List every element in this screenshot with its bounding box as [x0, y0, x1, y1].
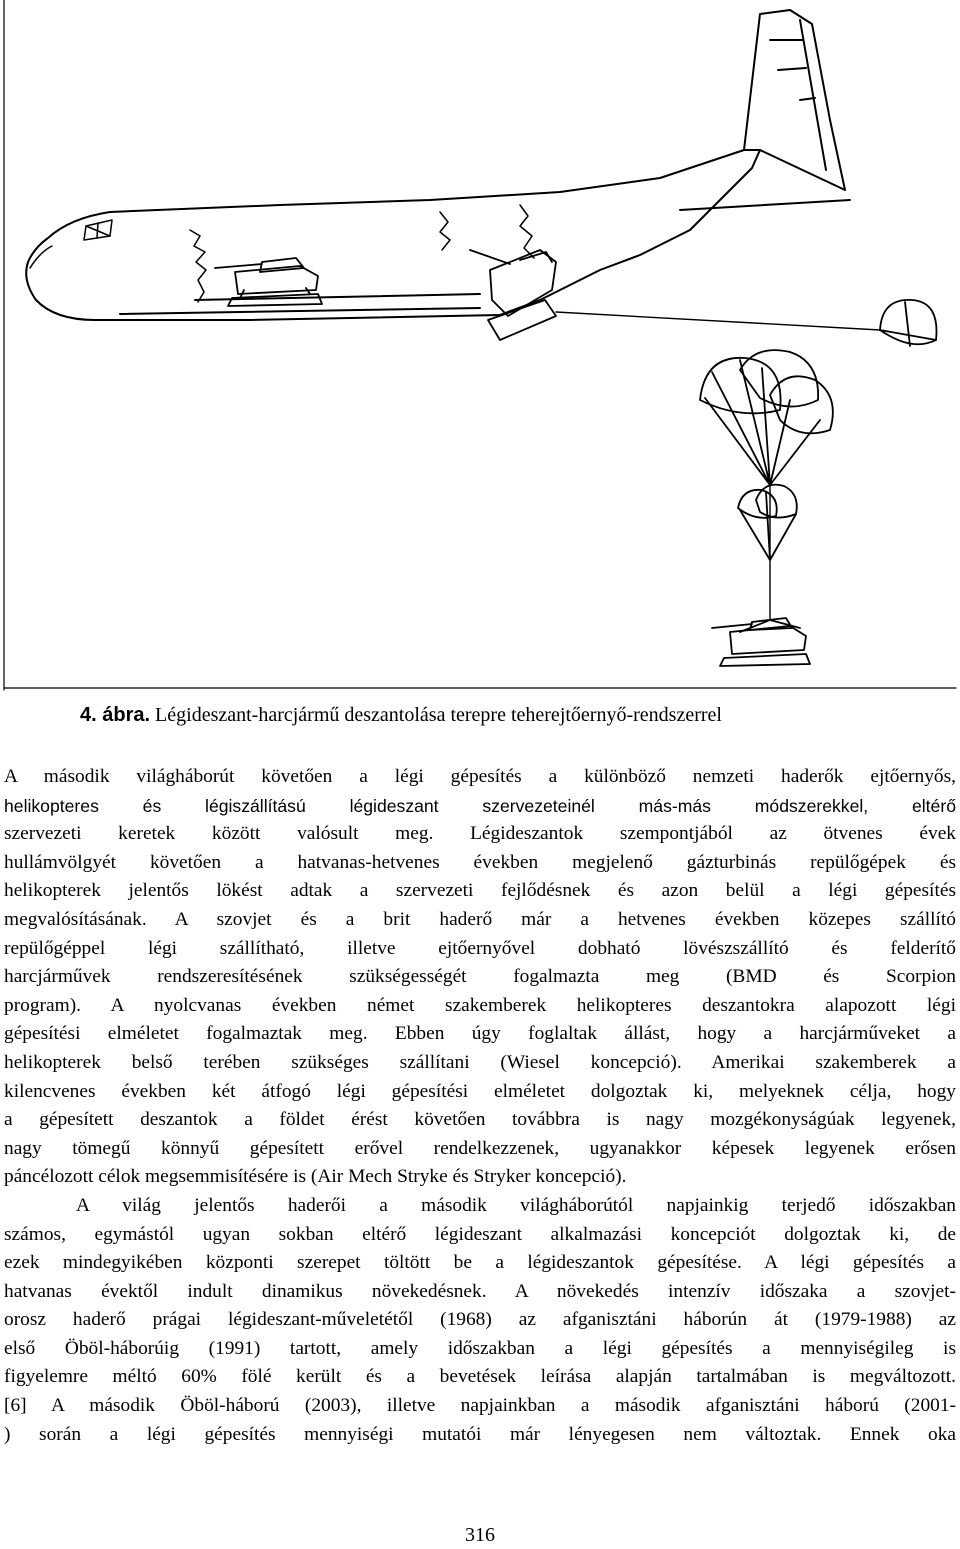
text-line: nagy tömegű könnyű gépesített erővel rendelkezzenek, ugyanakkor képesek legyenek erősen	[4, 1137, 956, 1159]
text-line: gépesítési elméletet fogalmaztak meg. Ebben úgy foglaltak állást, hogy a harcjárműveket a	[4, 1023, 956, 1045]
descending-tank	[712, 618, 810, 666]
aircraft-tail	[680, 10, 850, 210]
cockpit-windows	[30, 220, 112, 268]
text-line: kilencvenes években két átfogó légi gépesítési elméletet dolgoztak ki, melyeknek célja, hogy	[4, 1080, 956, 1102]
text-line: számos, egymástól ugyan sokban eltérő légideszant alkalmazási koncepciót dolgoztak ki, de	[4, 1223, 956, 1245]
text-line: hullámvölgyét követően a hatvanas-hetvenes években megjelenő gázturbinás repülőgépek és	[4, 851, 956, 873]
body-text	[4, 763, 956, 1449]
page-number: 316	[465, 1524, 495, 1546]
text-line: ezek mindegyikében központi szerepet töltött be a légideszantok gépesítése. A légi gépesítés a	[4, 1252, 956, 1274]
text-line: helikopterek jelentős lökést adtak a szervezeti fejlődésnek és azon belül a légi gépesítés	[4, 880, 956, 902]
airdrop-illustration	[0, 0, 960, 700]
paragraph-1	[4, 763, 956, 1192]
figure-caption	[80, 704, 722, 727]
text-line: figyelemre méltó 60% fölé került és a bevetések leírása alapján tartalmában is megváltozott.	[4, 1366, 956, 1388]
text-line: A második világháborút követően a légi gépesítés a különböző nemzeti haderők ejtőernyős,	[4, 766, 956, 787]
tank-exiting-ramp	[470, 250, 556, 340]
text-line: repülőgéppel légi szállítható, illetve ejtőernyővel dobható lövészszállító és felderítő	[4, 937, 956, 959]
text-line: ) során a légi gépesítés mennyiségi mutatói már lényegesen nem változtak. Ennek oka	[4, 1423, 956, 1445]
aircraft-fuselage	[26, 150, 760, 320]
paragraph-2	[4, 1192, 956, 1449]
text-line: megvalósításának. A szovjet és a brit haderő már a hetvenes években közepes szállító	[4, 908, 956, 930]
text-line: A világ jelentős haderői a második világháborútól napjainkig terjedő időszakban	[76, 1194, 956, 1216]
main-parachute-cluster	[700, 350, 833, 485]
figure-number: 4. ábra.	[80, 704, 151, 726]
text-line: helikopterek belső terében szükséges szállítani (Wiesel koncepció). Amerikai szakemberek a	[4, 1051, 956, 1073]
pilot-parachute	[880, 300, 937, 346]
text-line: helikopteres és légiszállítású légideszant szervezeteinél más-más módszerekkel, eltérő	[4, 795, 956, 816]
text-line: program). A nyolcvanas években német szakemberek helikopteres deszantokra alapozott légi	[4, 994, 956, 1016]
text-line: szervezeti keretek között valósult meg. Légideszantok szempontjából az ötvenes évek	[4, 823, 956, 845]
text-line: a gépesített deszantok a földet érést követően továbbra is nagy mozgékonyságúak legyenek,	[4, 1109, 956, 1131]
text-line: hatvanas évektől indult dinamikus növekedésnek. A növekedés intenzív időszaka a szovjet-	[4, 1280, 956, 1302]
figure-caption-text: Légideszant-harcjármű deszantolása terepre teherejtőernyő-rendszerrel	[155, 704, 722, 726]
extraction-line	[556, 312, 880, 330]
text-line: első Öböl-háborúig (1991) tartott, amely időszakban a légi gépesítés a mennyiségileg is	[4, 1337, 956, 1359]
text-line: [6] A második Öböl-háború (2003), illetve napjainkban a második afganisztáni háború (2001-	[4, 1395, 956, 1417]
drogue-parachute-cluster	[738, 485, 797, 560]
text-line: páncélozott célok megsemmisítésére is (Air Mech Stryke és Stryker koncepció).	[4, 1166, 627, 1188]
text-line: orosz haderő prágai légideszant-műveletétől (1968) az afganisztáni háborún át (1979-1988) az	[4, 1309, 956, 1331]
text-line: harcjárművek rendszeresítésének szükségességét fogalmazta meg (BMD és Scorpion	[4, 966, 956, 988]
